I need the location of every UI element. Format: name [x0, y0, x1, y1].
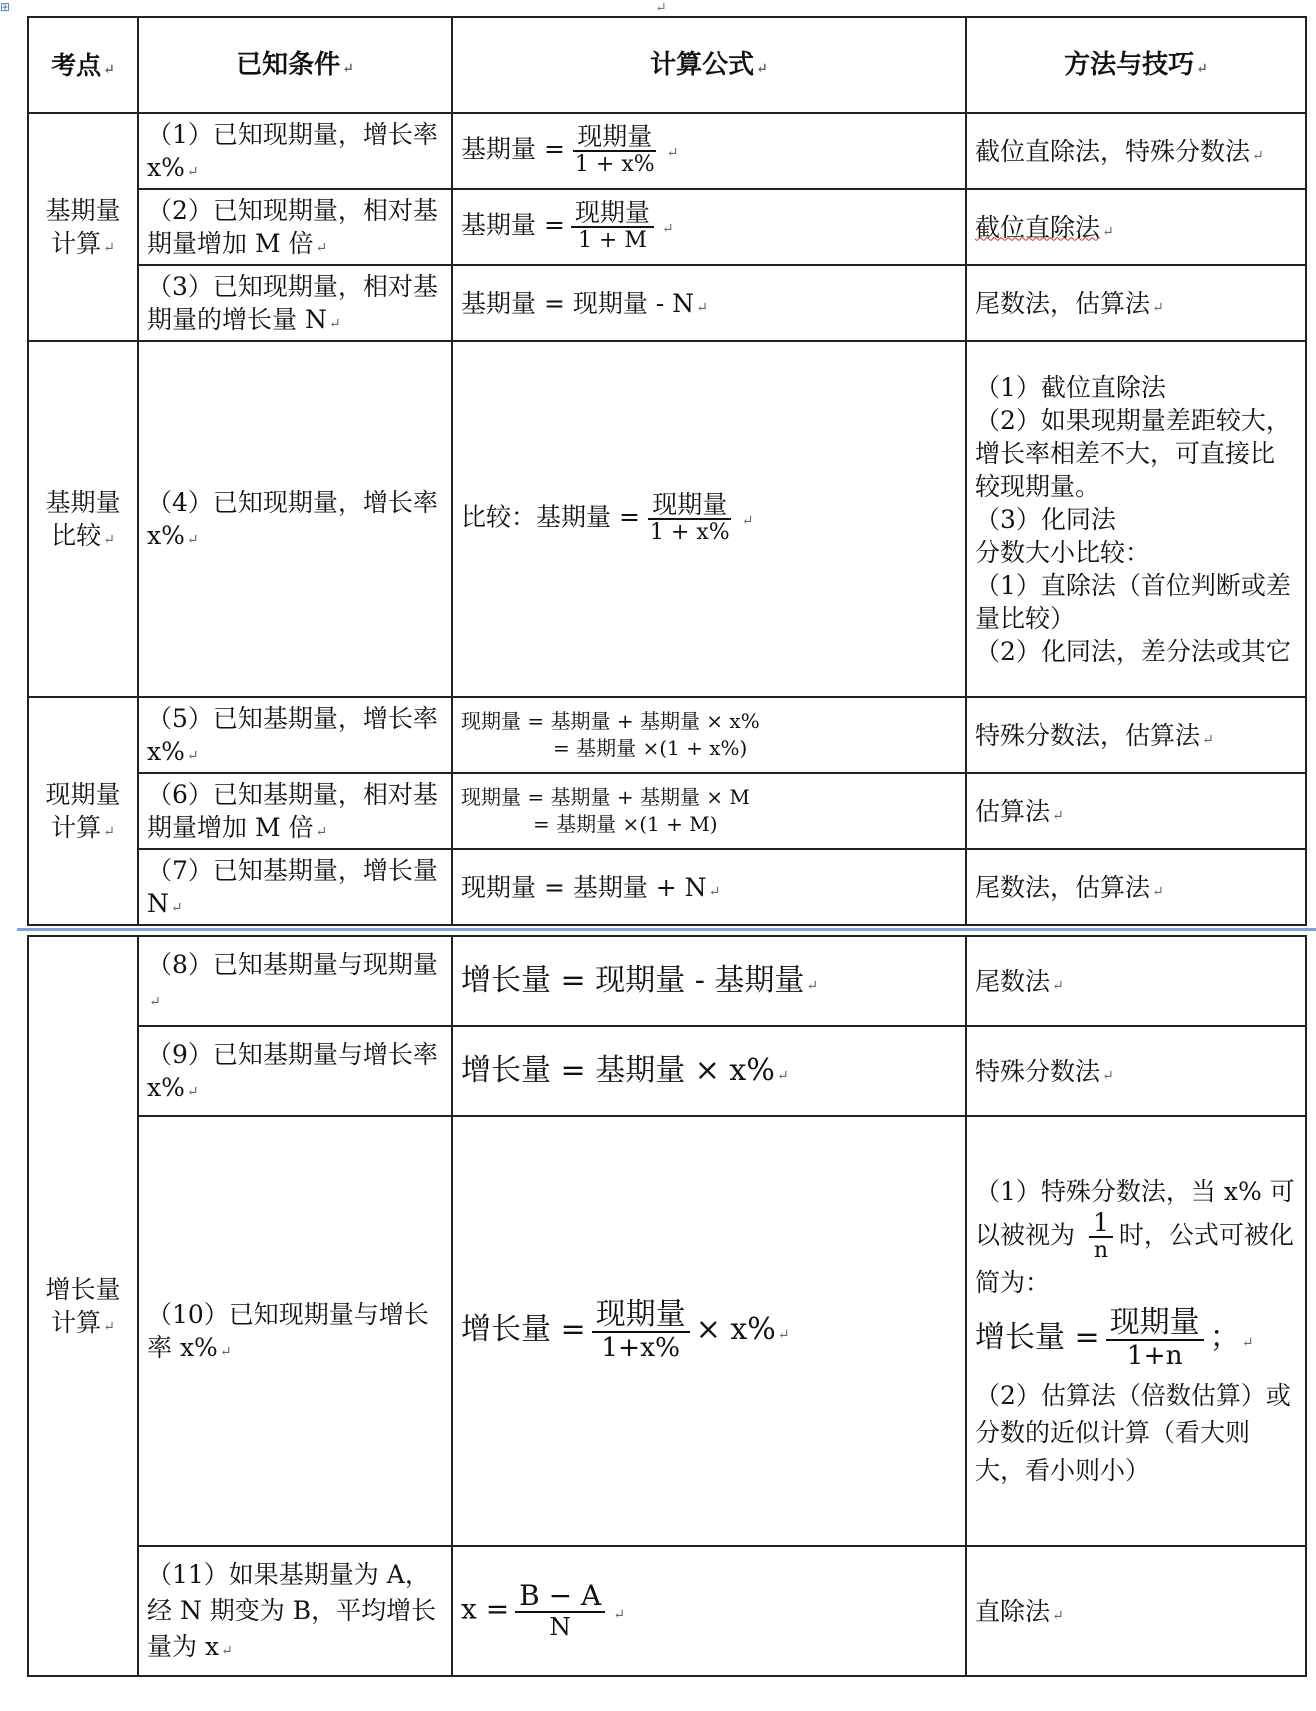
fraction: $\frac{\text{现期量}}{1 + M}$ — [571, 200, 654, 254]
method-cell: （1）截位直除法 （2）如果现期量差距较大，增长率相差不大，可直接比较现期量。 （3）化同法 分数大小比较： （1）直除法（首位判断或差量比较） （2）化同法，差分法或其它 — [966, 341, 1306, 697]
table-row — [28, 265, 1306, 341]
table-row — [28, 697, 1306, 773]
group-cell: 现期量计算 ↵ — [28, 697, 138, 925]
formula-cell: x = $\frac{B - A}{N}$ ↵ — [452, 1546, 966, 1676]
header-kaodian: 考点 ↵ — [28, 17, 138, 113]
formula-table-part2 — [27, 935, 1307, 1677]
page-break-line — [17, 928, 1316, 931]
formula-cell: 基期量 = $\frac{\text{现期量}}{1 + M}$ ↵ — [452, 189, 966, 265]
header-row — [28, 17, 1306, 113]
table-row — [28, 113, 1306, 189]
condition-cell: （4）已知现期量，增长率 x% ↵ — [138, 341, 452, 697]
table-row — [28, 189, 1306, 265]
method-cell: 截位直除法 ↵ — [966, 189, 1306, 265]
fraction: $\frac{\text{现期量}}{1 + x\%}$ — [649, 490, 730, 546]
formula-table-part1 — [27, 16, 1307, 926]
fraction: $\frac{\text{现期量}}{1+n}$ — [1106, 1307, 1204, 1371]
fraction: $\frac{\text{现期量}}{1+x\%}$ — [592, 1299, 690, 1363]
method-cell: 截位直除法，特殊分数法 ↵ — [966, 113, 1306, 189]
table-row — [28, 1026, 1306, 1116]
formula-cell: 基期量 = 现期量 - N ↵ — [452, 265, 966, 341]
method-cell: （1）特殊分数法，当 x% 可以被视为 $\frac{1}{n}$ 时，公式可被化简为： 增长量 = $\frac{\text{现期量}}{1+n}$ ； ↵ （2）估算法（倍数估算）或分数的近似计算（看大则大，看小则小） — [966, 1116, 1306, 1546]
condition-cell: （7）已知基期量，增长量 N ↵ — [138, 849, 452, 925]
formula-cell: 增长量 = 基期量 × x% ↵ — [452, 1026, 966, 1116]
condition-cell: （6）已知基期量，相对基期量增加 M 倍 ↵ — [138, 773, 452, 849]
condition-cell: （3）已知现期量，相对基期量的增长量 N ↵ — [138, 265, 452, 341]
condition-cell: （8）已知基期量与现期量↵ — [138, 936, 452, 1026]
table-row — [28, 849, 1306, 925]
group-cell: 基期量计算 ↵ — [28, 113, 138, 341]
header-known: 已知条件 ↵ — [138, 17, 452, 113]
header-method: 方法与技巧 ↵ — [966, 17, 1306, 113]
table-row — [28, 1546, 1306, 1676]
condition-cell: （9）已知基期量与增长率 x% ↵ — [138, 1026, 452, 1116]
formula-cell: 现期量 = 基期量 + 基期量 × x% = 基期量 ×(1 + x%) — [452, 697, 966, 773]
fraction: $\frac{\text{现期量}}{1 + x\%}$ — [574, 122, 655, 178]
condition-cell: （2）已知现期量，相对基期量增加 M 倍 ↵ — [138, 189, 452, 265]
formula-cell: 增长量 = $\frac{\text{现期量}}{1+x\%}$ × x% ↵ — [452, 1116, 966, 1546]
condition-cell: （1）已知现期量，增长率 x% ↵ — [138, 113, 452, 189]
anchor-icon[interactable]: ⊞ — [0, 0, 11, 14]
formula-cell: 基期量 = $\frac{\text{现期量}}{1 + x\%}$ ↵ — [452, 113, 966, 189]
condition-cell: （11）如果基期量为 A，经 N 期变为 B，平均增长量为 x ↵ — [138, 1546, 452, 1676]
condition-cell: （5）已知基期量，增长率 x% ↵ — [138, 697, 452, 773]
method-cell: 直除法 ↵ — [966, 1546, 1306, 1676]
group-cell: 增长量计算 ↵ — [28, 936, 138, 1676]
method-cell: 尾数法 ↵ — [966, 936, 1306, 1026]
fraction: $\frac{B - A}{N}$ — [515, 1581, 605, 1641]
method-cell: 估算法 ↵ — [966, 773, 1306, 849]
method-cell: 尾数法，估算法 ↵ — [966, 849, 1306, 925]
formula-cell: 增长量 = 现期量 - 基期量 ↵ — [452, 936, 966, 1026]
group-cell: 基期量比较 ↵ — [28, 341, 138, 697]
table-row — [28, 341, 1306, 697]
table-row — [28, 936, 1306, 1026]
fraction: $\frac{1}{n}$ — [1089, 1210, 1113, 1264]
table-row — [28, 773, 1306, 849]
method-cell: 特殊分数法，估算法 ↵ — [966, 697, 1306, 773]
formula-cell: 现期量 = 基期量 + N ↵ — [452, 849, 966, 925]
condition-cell: （10）已知现期量与增长率 x% ↵ — [138, 1116, 452, 1546]
header-formula: 计算公式 ↵ — [452, 17, 966, 113]
table-row — [28, 1116, 1306, 1546]
formula-cell: 现期量 = 基期量 + 基期量 × M = 基期量 ×(1 + M) — [452, 773, 966, 849]
formula-cell: 比较：基期量 = $\frac{\text{现期量}}{1 + x\%}$ ↵ — [452, 341, 966, 697]
method-cell: 尾数法，估算法 ↵ — [966, 265, 1306, 341]
return-mark: ↵ — [655, 0, 667, 16]
method-cell: 特殊分数法 ↵ — [966, 1026, 1306, 1116]
